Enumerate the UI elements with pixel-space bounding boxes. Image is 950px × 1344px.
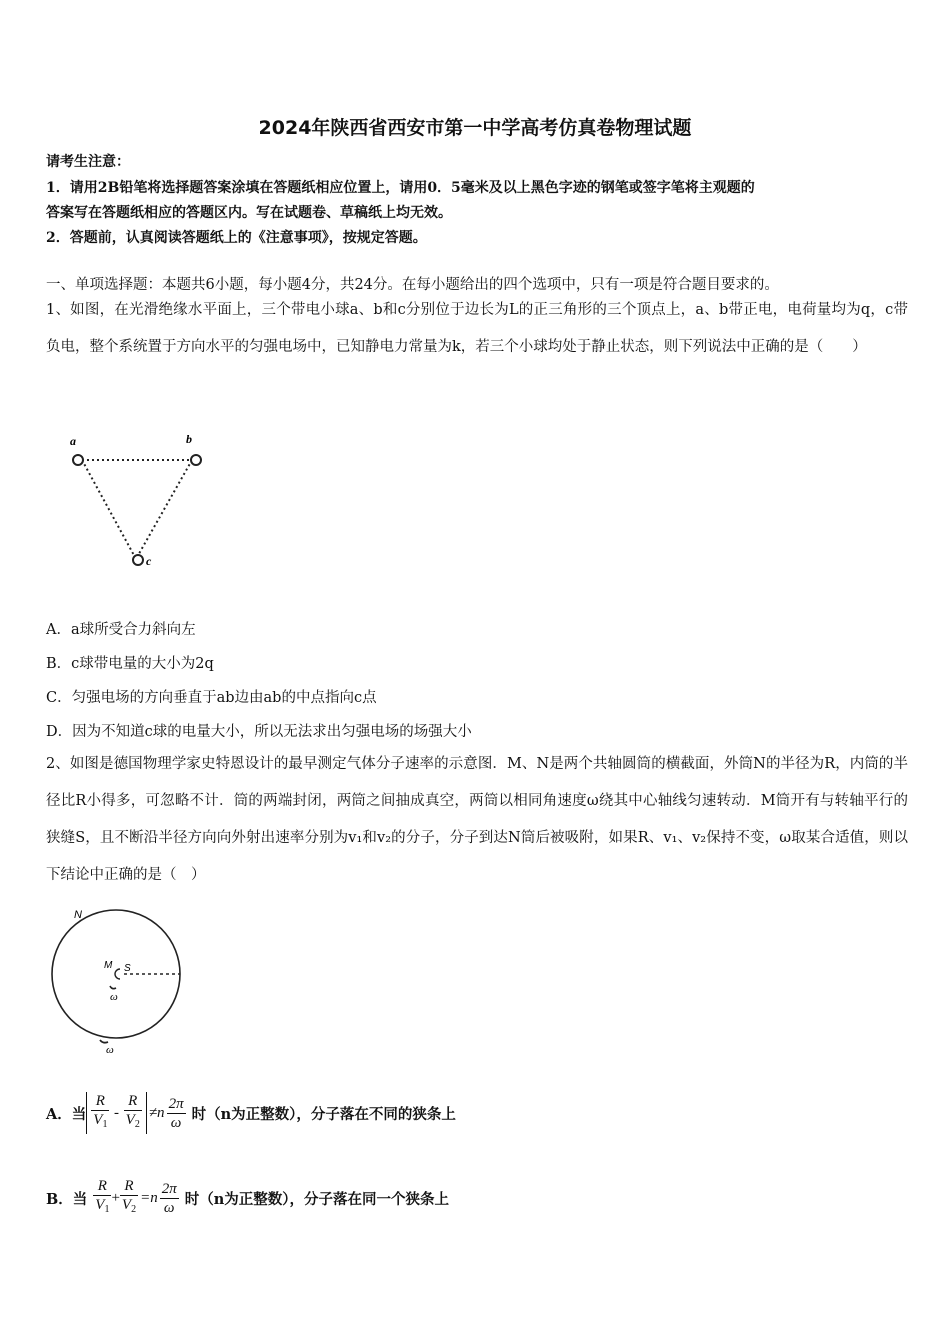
q2-option-b-suffix: 时（n为正整数），分子落在同一个狭条上 <box>184 1190 450 1208</box>
rotation-arrow-outer-icon <box>100 1040 108 1043</box>
inner-cylinder-m <box>115 969 120 979</box>
q2-option-b <box>46 1170 449 1226</box>
q1-option-c: C．匀强电场的方向垂直于ab边由ab的中点指向c点 <box>46 690 377 706</box>
label-b: b <box>186 432 192 446</box>
ball-b <box>191 455 201 465</box>
q2-option-a-frac3 <box>167 1095 186 1132</box>
b-frac2-sub: 2 <box>131 1204 137 1215</box>
ball-c <box>133 555 143 565</box>
frac3-num: 2π <box>168 1095 184 1112</box>
q2-option-a-prefix: A．当 <box>46 1105 87 1123</box>
notice-line-3: 2．答题前，认真阅读答题纸上的《注意事项》，按规定答题。 <box>46 230 427 246</box>
q1-stem: 1、如图，在光滑绝缘水平面上，三个带电小球a、b和c分别位于边长为L的正三角形的三个顶点上，a、b带正电，电荷量均为q，c带负电，整个系统置于方向水平的匀强电场中，已知静电力常量为k，若三个小球均处于静止状态，则下列说法中正确的是（ ） <box>46 302 908 355</box>
q2-cylinder-figure <box>48 902 198 1062</box>
q2-stem: 2、如图是德国物理学家史特恩设计的最早测定气体分子速率的示意图．M、N是两个共轴圆筒的横截面，外筒N的半径为R，内筒的半径比R小得多，可忽略不计．筒的两端封闭，两筒之间抽成真空，两筒以相同角速度ω绕其中心轴线匀速转动．M筒开有与转轴平行的狭缝S，且不断沿半径方向向外射出速率分别为v₁和v₂的分子，分子到达N筒后被吸附，如果R、v₁、v₂保持不变，ω取某合适值，则以下结论中正确的是（ ） <box>46 756 908 883</box>
label-omega-outer: ω <box>106 1044 114 1056</box>
b-frac1-v: V <box>95 1197 105 1213</box>
q2-option-b-frac1 <box>93 1177 111 1219</box>
frac1-num: R <box>91 1092 109 1111</box>
label-s: S <box>124 963 131 974</box>
q2-option-a-abs <box>86 1092 147 1134</box>
q2-option-a-frac1 <box>91 1092 109 1134</box>
q2-option-a <box>46 1085 456 1141</box>
frac1-den <box>91 1111 109 1134</box>
q2-option-a-suffix: 时（n为正整数），分子落在不同的狭条上 <box>191 1105 456 1123</box>
q2-option-b-eq: =n <box>140 1189 158 1206</box>
frac2-sub: 2 <box>134 1119 140 1130</box>
b-frac2-num: R <box>120 1177 138 1196</box>
frac1-v: V <box>93 1112 103 1128</box>
q2-option-a-neq: ≠n <box>148 1104 165 1121</box>
frac2-num: R <box>124 1092 142 1111</box>
q1-triangle-figure <box>60 425 220 575</box>
b-frac2-v: V <box>121 1197 132 1213</box>
q2-option-b-frac2 <box>120 1177 138 1219</box>
notice-heading: 请考生注意： <box>46 154 130 170</box>
label-a: a <box>70 434 76 448</box>
b-frac3-num: 2π <box>161 1180 177 1197</box>
q1-option-b: B．c球带电量的大小为2q <box>46 656 214 672</box>
frac2-den <box>124 1111 142 1134</box>
rotation-arrow-inner-icon <box>110 986 116 989</box>
b-frac3-den: ω <box>163 1199 175 1216</box>
section-heading: 一、单项选择题：本题共6小题，每小题4分，共24分。在每小题给出的四个选项中，只有一项是符合题目要求的。 <box>46 277 779 293</box>
q1-option-d: D．因为不知道c球的电量大小，所以无法求出匀强电场的场强大小 <box>46 724 472 740</box>
q2-option-a-frac2 <box>124 1092 142 1134</box>
frac3-den: ω <box>170 1114 182 1131</box>
q2-option-b-prefix: B．当 <box>46 1190 88 1208</box>
label-omega-inner: ω <box>110 991 118 1003</box>
q1-option-a: A．a球所受合力斜向左 <box>46 622 196 638</box>
b-frac1-sub: 1 <box>104 1204 110 1215</box>
page-title: 2024年陕西省西安市第一中学高考仿真卷物理试题 <box>258 117 692 139</box>
b-frac2-den <box>120 1196 138 1219</box>
q2-option-b-frac3 <box>160 1180 179 1217</box>
notice-line-1: 1．请用2B铅笔将选择题答案涂填在答题纸相应位置上，请用0．5毫米及以上黑色字迹的钢笔或签字笔将主观题的 <box>46 180 755 196</box>
b-frac1-den <box>93 1196 111 1219</box>
ball-a <box>73 455 83 465</box>
q2-option-a-minus: - <box>114 1105 120 1121</box>
triangle-side-bc <box>136 460 192 559</box>
q2-option-b-plus: + <box>111 1189 120 1206</box>
triangle-side-ac <box>82 460 136 559</box>
frac1-sub: 1 <box>102 1119 108 1130</box>
b-frac1-num: R <box>93 1177 111 1196</box>
label-n: N <box>74 909 82 921</box>
label-m: M <box>104 960 113 971</box>
label-c: c <box>146 554 152 568</box>
notice-line-2: 答案写在答题纸相应的答题区内。写在试题卷、草稿纸上均无效。 <box>46 205 452 221</box>
frac2-v: V <box>125 1112 135 1128</box>
